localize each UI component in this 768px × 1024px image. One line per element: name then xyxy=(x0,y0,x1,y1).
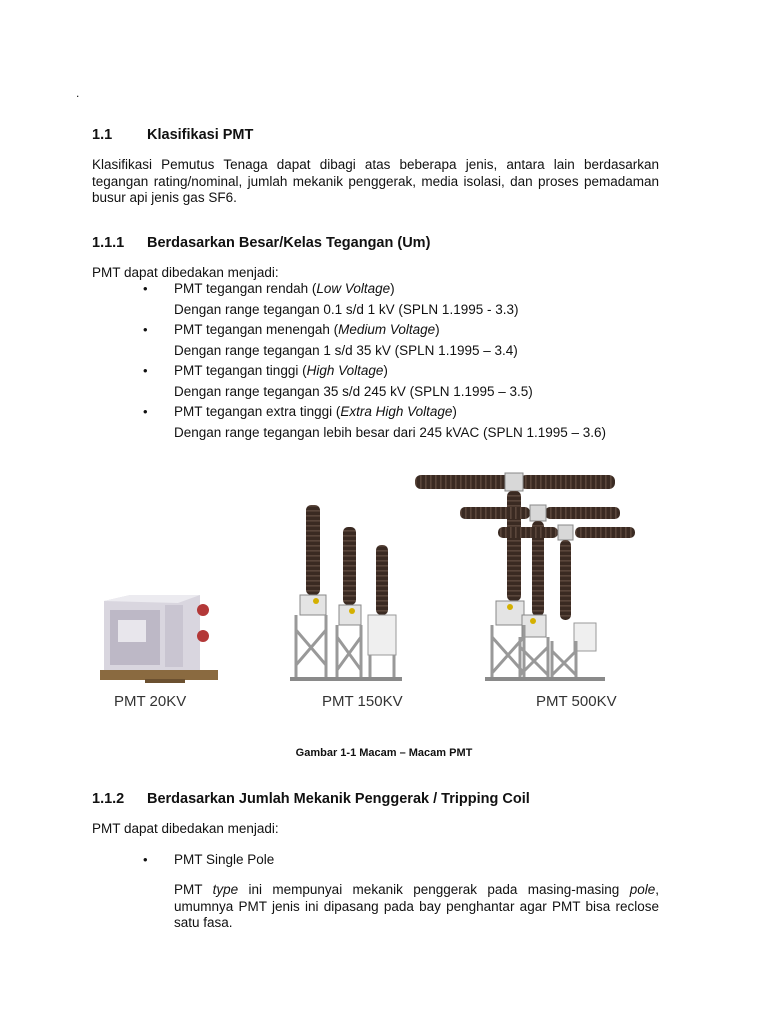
heading-number: 1.1.2 xyxy=(92,791,125,807)
heading-title: Klasifikasi PMT xyxy=(147,127,254,143)
heading-title: Berdasarkan Besar/Kelas Tegangan (Um) xyxy=(147,235,431,251)
figure-label-20kv: PMT 20KV xyxy=(114,693,187,710)
heading-1-1-2 xyxy=(92,791,652,809)
heading-number: 1.1 xyxy=(92,127,113,143)
heading-title: Berdasarkan Jumlah Mekanik Penggerak / Tripping Coil xyxy=(147,791,530,807)
figure-caption: Gambar 1-1 Macam – Macam PMT xyxy=(295,747,473,759)
stray-dot: . xyxy=(76,86,80,100)
single-pole-description: PMT type ini mempunyai mekanik penggerak pada masing-masing pole, umumnya PMT jenis ini dipasang pada bay penghantar agar PMT bisa reclose satu fasa. xyxy=(174,882,659,930)
intro-text: PMT dapat dibedakan menjadi: xyxy=(92,265,279,280)
heading-number: 1.1.1 xyxy=(92,235,125,251)
bullet: • xyxy=(143,852,148,867)
intro-text: PMT dapat dibedakan menjadi: xyxy=(92,821,279,836)
figure-label-150kv: PMT 150KV xyxy=(322,693,403,710)
figure-label-500kv: PMT 500KV xyxy=(536,693,617,710)
list-item-range: Dengan range tegangan 1 s/d 35 kV (SPLN 1.1995 – 3.4) xyxy=(174,343,518,358)
list-item-range: Dengan range tegangan lebih besar dari 245 kVAC (SPLN 1.1995 – 3.6) xyxy=(174,425,607,440)
list-item-label: PMT tegangan extra tinggi (Extra High Voltage) xyxy=(174,404,457,419)
list-item-range: Dengan range tegangan 35 s/d 245 kV (SPLN 1.1995 – 3.5) xyxy=(174,384,533,399)
list-item-label: PMT tegangan tinggi (High Voltage) xyxy=(174,363,388,378)
pmt-figure xyxy=(0,465,768,765)
list-item-label: PMT tegangan rendah (Low Voltage) xyxy=(174,281,395,296)
bullet: • xyxy=(143,404,148,419)
bullet: • xyxy=(143,322,148,337)
list-item-label: PMT tegangan menengah (Medium Voltage) xyxy=(174,322,440,337)
list-item-range: Dengan range tegangan 0.1 s/d 1 kV (SPLN 1.1995 - 3.3) xyxy=(174,302,519,317)
heading-1-1 xyxy=(92,127,492,145)
paragraph-klasifikasi: Klasifikasi Pemutus Tenaga dapat dibagi atas beberapa jenis, antara lain berdasarkan tegangan rating/nominal, jumlah mekanik penggerak, media isolasi, dan proses pemadaman busur api jenis gas SF6. xyxy=(92,157,659,205)
pmt-500kv-illustration xyxy=(415,473,635,681)
pmt-150kv-illustration xyxy=(290,505,402,681)
bullet: • xyxy=(143,363,148,378)
bullet: • xyxy=(143,281,148,296)
list-item-label: PMT Single Pole xyxy=(174,852,275,867)
heading-1-1-1 xyxy=(92,235,592,253)
pmt-20kv-illustration xyxy=(100,595,218,683)
